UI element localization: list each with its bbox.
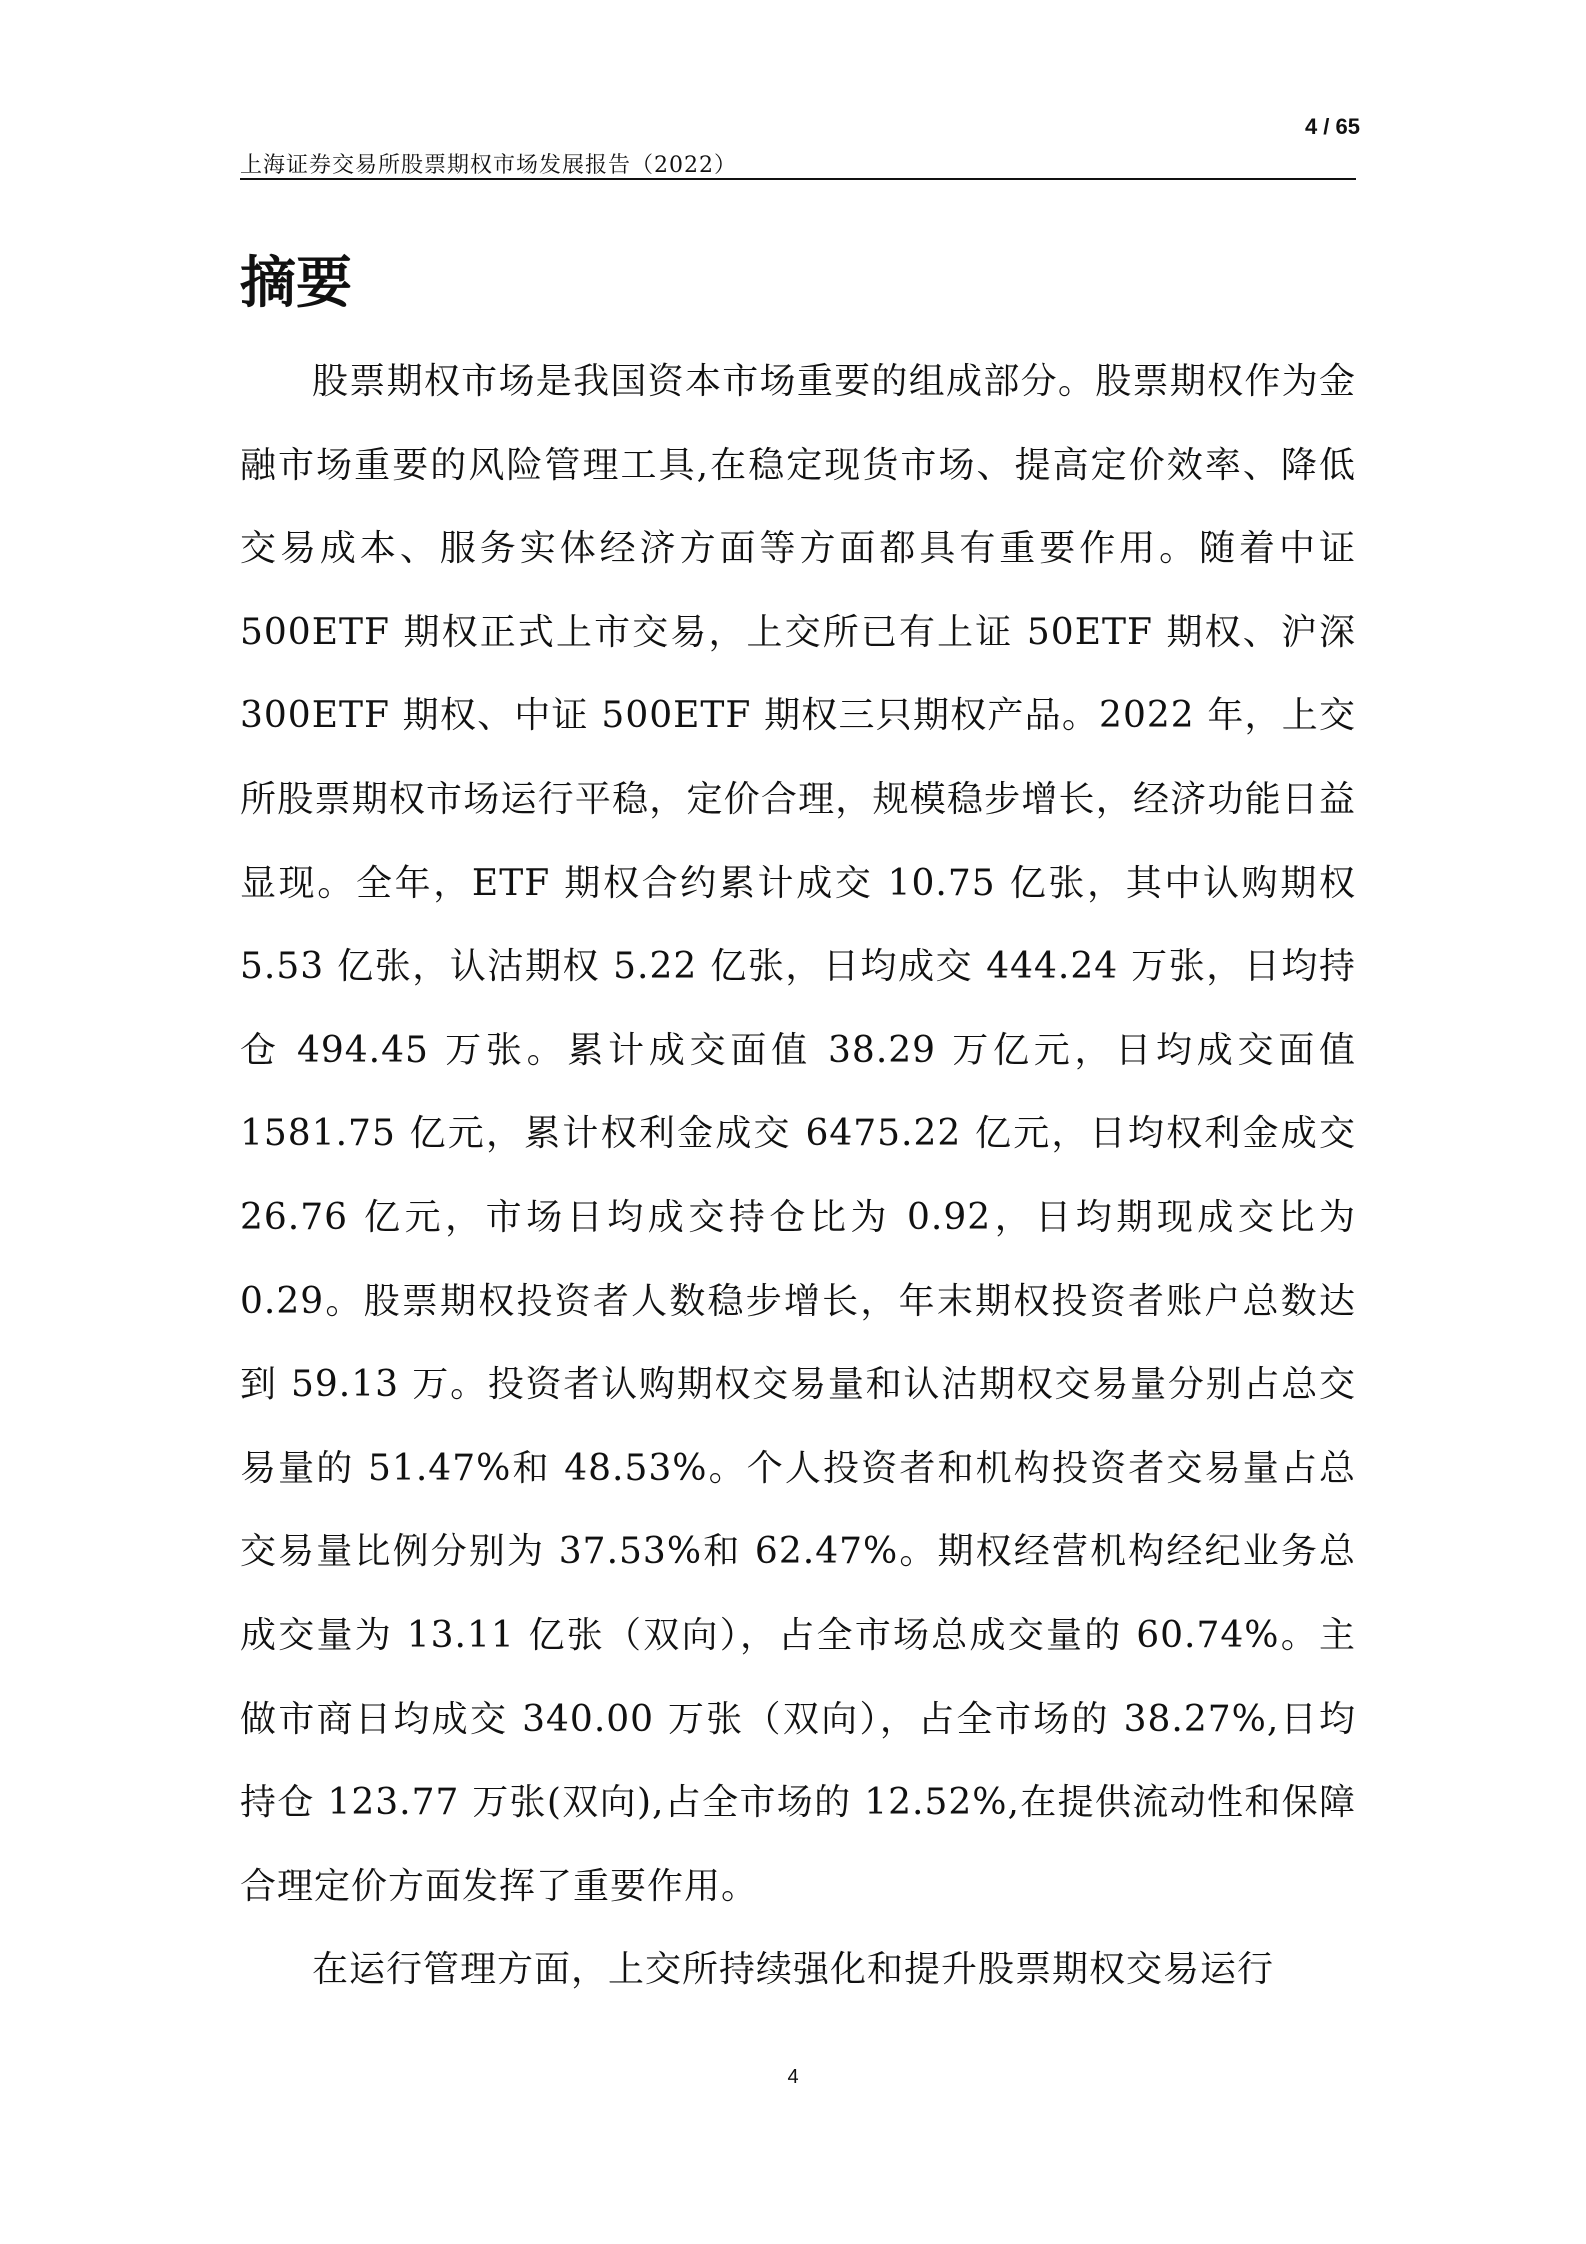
footer-page-number: 4 (787, 2066, 799, 2088)
paragraph-operations: 在运行管理方面，上交所持续强化和提升股票期权交易运行 (312, 1949, 1275, 1991)
header-rule (240, 178, 1356, 180)
paragraph-summary: 股票期权市场是我国资本市场重要的组成部分。股票期权作为金融市场重要的风险管理工具,在稳定现货市场、提高定价效率、降低交易成本、服务实体经济方面等方面都具有重要作用。随着中证 500ETF 期权正式上市交易，上交所已有上证 50ETF 期权、沪深 300ETF 期权、中证 500ETF 期权三只期权产品。2022 年，上交所股票期权市场运行平稳，定价合理，规模稳步增长，经济功能日益显现。全年，ETF 期权合约累计成交 10.75 亿张，其中认购期权 5.53 亿张，认沽期权 5.22 亿张，日均成交 444.24 万张，日均持仓 494.45 万张。累计成交面值 38.29 万亿元，日均成交面值 1581.75 亿元，累计权利金成交 6475.22 亿元，日均权利金成交 26.76 亿元，市场日均成交持仓比为 0.92，日均期现成交比为 0.29。股票期权投资者人数稳步增长，年末期权投资者账户总数达到 59.13 万。投资者认购期权交易量和认沽期权交易量分别占总交易量的 51.47%和 48.53%。个人投资者和机构投资者交易量占总交易量比例分别为 37.53%和 62.47%。期权经营机构经纪业务总成交量为 13.11 亿张（双向），占全市场总成交量的 60.74%。主做市商日均成交 340.00 万张（双向），占全市场的 38.27%,日均持仓 123.77 万张(双向),占全市场的 12.52%,在提供流动性和保障合理定价方面发挥了重要作用。 (240, 361, 1356, 1907)
running-header-title: 上海证券交易所股票期权市场发展报告（2022） (240, 153, 737, 178)
body-text (240, 340, 1356, 2012)
page-counter: 4 / 65 (1304, 114, 1360, 139)
section-heading: 摘要 (240, 250, 352, 316)
